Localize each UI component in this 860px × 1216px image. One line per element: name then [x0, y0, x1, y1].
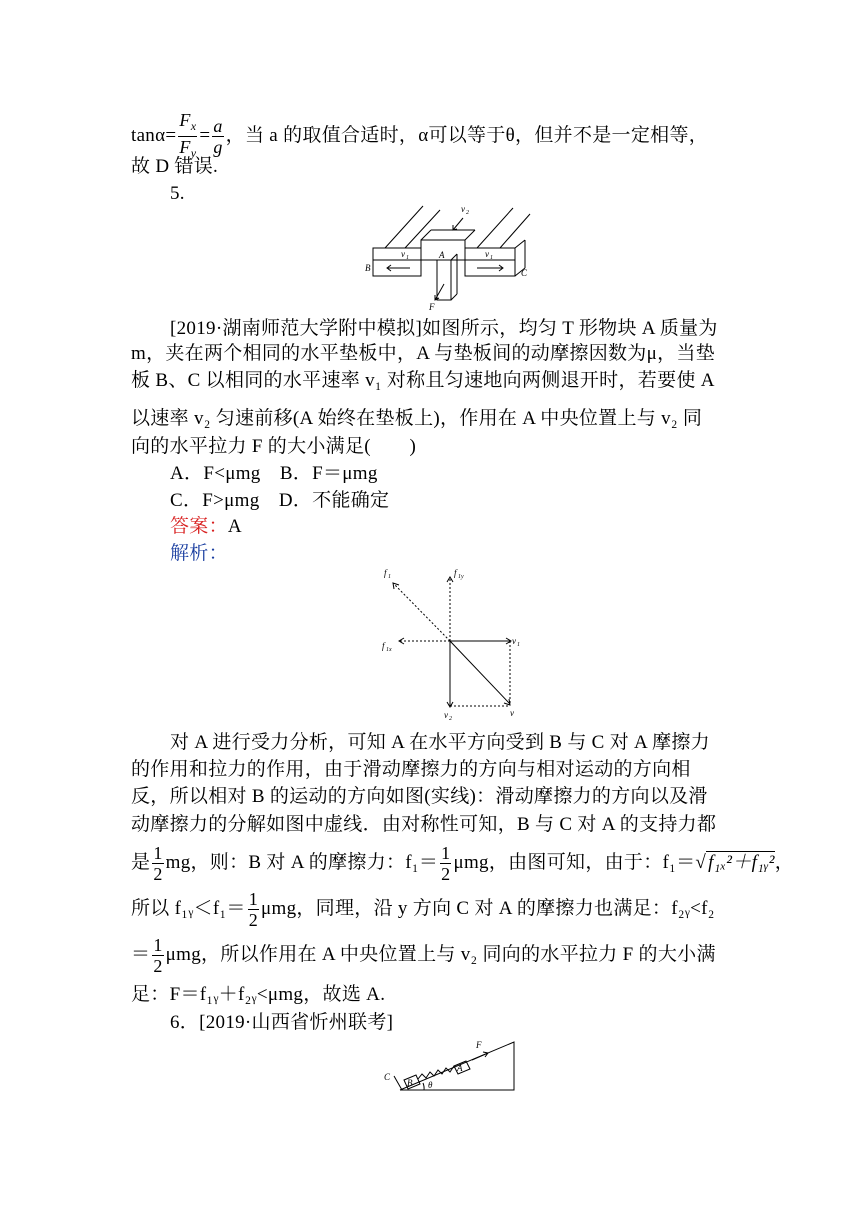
svg-text:f: f [454, 568, 457, 578]
svg-text:v: v [461, 204, 465, 214]
svg-text:1x: 1x [386, 647, 392, 653]
fraction-half: $\frac{1}{2}$ [441, 843, 451, 885]
analysis-line-6: 所以 f₁ᵧ＜f₁＝ $\frac{1}{2}$ μmg，同理，沿 y 方向 C 对 A 的摩擦力也满足：f₂ᵧ<f₂ [131, 889, 715, 931]
svg-text:θ: θ [428, 1080, 433, 1090]
q5-answer [170, 514, 770, 540]
fraction-a-g: $\frac{a}{g}$ [213, 116, 223, 157]
q5-stem-line-4: 以速率 v₂ 匀速前移(A 始终在垫板上)，作用在 A 中央位置上与 v₂ 同 [131, 408, 703, 429]
tan-prefix: tanα= [131, 124, 177, 146]
svg-text:v: v [485, 249, 489, 259]
fraction-half: $\frac{1}{2}$ [153, 935, 163, 977]
prev-line-1-rest: ，当 a 的取值合适时，α可以等于θ，但并不是一定相等， [225, 124, 709, 146]
prev-line-1: tanα= $\frac{F_x}{F_y}$ = $\frac{a}{g}$ ，当 a 的取值合适时，α可以等于θ，但并不是一定相等， [131, 110, 731, 163]
fraction-fx-fy: $\frac{F_x}{F_y}$ [179, 110, 197, 160]
svg-text:1: 1 [406, 255, 409, 261]
analysis-line-2: 的作用和拉力的作用，由于滑动摩擦力的方向与相对运动的方向相 [131, 759, 691, 780]
svg-text:B: B [365, 263, 371, 273]
svg-text:v: v [512, 636, 516, 646]
q5-figure-t-block [365, 200, 535, 312]
svg-text:1y: 1y [458, 574, 464, 580]
svg-text:B: B [407, 1078, 413, 1088]
svg-text:A: A [457, 1063, 463, 1073]
svg-text:C: C [521, 268, 528, 278]
svg-text:f: f [384, 568, 387, 578]
fraction-half: $\frac{1}{2}$ [153, 843, 163, 885]
q5-number: 5. [170, 183, 185, 204]
analysis-line-8: 足：F＝f₁ᵧ＋f₂ᵧ<μmg，故选 A. [131, 984, 386, 1005]
svg-text:C: C [384, 1072, 391, 1082]
svg-text:v: v [444, 710, 448, 720]
analysis-line-5: 是 $\frac{1}{2}$ mg，则：B 对 A 的摩擦力：f₁＝ $\frac{1}{2}$ μmg，由图可知，由于：f₁＝√ f₁ₓ²＋f₁ᵧ²， [131, 843, 795, 885]
prev-line-2: 故 D 错误. [131, 156, 219, 177]
q5-stem-line-2: m，夹在两个相同的水平垫板中，A 与垫板间的动摩擦因数为μ，当垫 [131, 343, 715, 364]
svg-text:1: 1 [490, 255, 493, 261]
svg-text:v: v [510, 708, 514, 718]
q6-header: 6．[2019·山西省忻州联考] [170, 1012, 394, 1033]
svg-text:2: 2 [466, 210, 469, 216]
q5-options-cd: C．F>μmg D．不能确定 [170, 490, 390, 511]
q5-analysis-label: 解析： [170, 543, 228, 564]
q5-stem-line-5: 向的水平拉力 F 的大小满足( ) [131, 436, 417, 457]
svg-text:A: A [439, 250, 445, 260]
analysis-line-3: 反，所以相对 B 的运动的方向如图(实线)：滑动摩擦力的方向以及滑 [131, 786, 708, 807]
q5-figure-vectors [376, 564, 526, 724]
svg-text:F: F [476, 1040, 482, 1050]
svg-text:f: f [382, 641, 385, 651]
q5-stem-line-1: [2019·湖南师范大学附中模拟]如图所示，均匀 T 形物块 A 质量为 [170, 318, 718, 339]
analysis-line-7: ＝ $\frac{1}{2}$ μmg，所以作用在 A 中央位置上与 v₂ 同向的水平拉力 F 的大小满 [131, 935, 716, 977]
analysis-line-1: 对 A 进行受力分析，可知 A 在水平方向受到 B 与 C 对 A 摩擦力 [170, 732, 710, 753]
analysis-line-4: 动摩擦力的分解如图中虚线．由对称性可知，B 与 C 对 A 的支持力都 [131, 814, 717, 835]
svg-text:1: 1 [517, 642, 520, 648]
sqrt-expression: f₁ₓ²＋f₁ᵧ² [708, 852, 775, 873]
q5-stem-line-3: 板 B、C 以相同的水平速率 v₁ 对称且匀速地向两侧退开时，若要使 A [131, 370, 715, 391]
fraction-half: $\frac{1}{2}$ [248, 889, 259, 931]
answer-label: 答案： [170, 516, 228, 537]
svg-text:F: F [429, 302, 435, 312]
answer-value: A [227, 516, 242, 537]
svg-text:2: 2 [449, 716, 452, 722]
svg-text:1: 1 [388, 574, 391, 580]
q6-figure-incline [380, 1036, 520, 1094]
q5-options-ab: A．F<μmg B．F＝μmg [170, 463, 378, 484]
svg-text:v: v [401, 249, 405, 259]
